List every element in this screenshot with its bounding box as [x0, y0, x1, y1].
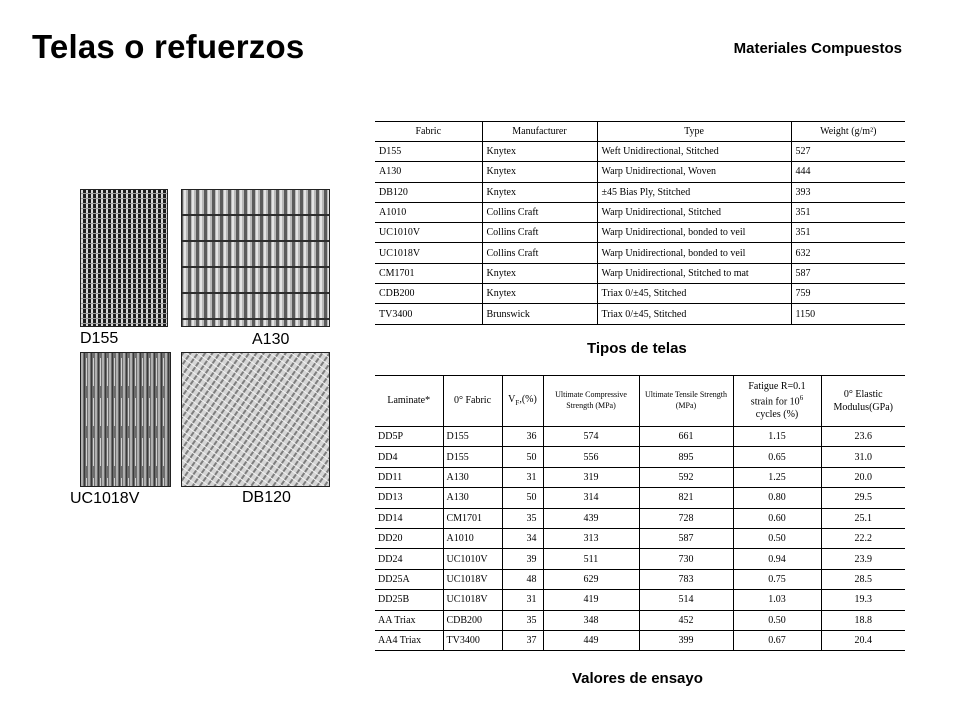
table-row: [375, 447, 905, 467]
table-cell: TV3400: [375, 304, 482, 324]
table-cell: Knytex: [482, 142, 597, 162]
table-cell: 351: [791, 223, 905, 243]
table-cell: 31: [502, 590, 543, 610]
table-cell: Collins Craft: [482, 223, 597, 243]
table-cell: 444: [791, 162, 905, 182]
laminate-table-caption: Valores de ensayo: [572, 670, 703, 687]
table-row: [375, 162, 905, 182]
table-cell: 39: [502, 549, 543, 569]
table-row: [375, 508, 905, 528]
col-fabric: 0° Fabric: [443, 376, 502, 427]
table-cell: 439: [543, 508, 639, 528]
course-subject: Materiales Compuestos: [733, 40, 902, 57]
table-cell: 1.15: [733, 427, 821, 447]
table-cell: 50: [502, 488, 543, 508]
table-cell: 449: [543, 630, 639, 650]
table-cell: Triax 0/±45, Stitched: [597, 284, 791, 304]
table-cell: CDB200: [375, 284, 482, 304]
table-cell: 574: [543, 427, 639, 447]
table-cell: 37: [502, 630, 543, 650]
table-cell: DD25B: [375, 590, 443, 610]
table-cell: DD11: [375, 467, 443, 487]
swatch-label-a130: A130: [252, 331, 290, 348]
table-cell: Warp Unidirectional, Stitched: [597, 202, 791, 222]
table-cell: 20.4: [821, 630, 905, 650]
swatch-label-db120: DB120: [242, 489, 291, 506]
fabric-photo-db120: [181, 352, 330, 487]
table-cell: Warp Unidirectional, Woven: [597, 162, 791, 182]
col-tensile: Ultimate Tensile Strength (MPa): [639, 376, 733, 427]
table-cell: 313: [543, 528, 639, 548]
swatch-label-d155: D155: [80, 330, 119, 347]
table-cell: 419: [543, 590, 639, 610]
table-row: [375, 630, 905, 650]
table-row: [375, 142, 905, 162]
table-cell: Collins Craft: [482, 243, 597, 263]
table-row: [375, 304, 905, 324]
table-cell: 35: [502, 610, 543, 630]
table-cell: DD4: [375, 447, 443, 467]
swatch-label-uc1018v: UC1018V: [70, 490, 140, 507]
table-cell: 0.65: [733, 447, 821, 467]
table-cell: 50: [502, 447, 543, 467]
table-cell: UC1018V: [443, 590, 502, 610]
col-weight: Weight (g/m²): [791, 122, 905, 142]
table-cell: CDB200: [443, 610, 502, 630]
table-cell: 399: [639, 630, 733, 650]
table-cell: 31.0: [821, 447, 905, 467]
table-cell: 587: [791, 263, 905, 283]
table-cell: DD25A: [375, 569, 443, 589]
table-row: [375, 610, 905, 630]
table-cell: 0.50: [733, 528, 821, 548]
table-cell: 34: [502, 528, 543, 548]
table-row: [375, 467, 905, 487]
table-cell: CM1701: [443, 508, 502, 528]
table-cell: Warp Unidirectional, bonded to veil: [597, 223, 791, 243]
table-cell: Warp Unidirectional, bonded to veil: [597, 243, 791, 263]
table-cell: 36: [502, 427, 543, 447]
table-cell: 319: [543, 467, 639, 487]
table-cell: CM1701: [375, 263, 482, 283]
table-cell: 661: [639, 427, 733, 447]
table-cell: Knytex: [482, 182, 597, 202]
table-cell: 629: [543, 569, 639, 589]
table-row: [375, 243, 905, 263]
table-row: [375, 182, 905, 202]
table-cell: D155: [443, 447, 502, 467]
fabric-table-caption: Tipos de telas: [587, 340, 687, 357]
table-cell: 511: [543, 549, 639, 569]
table-cell: AA Triax: [375, 610, 443, 630]
table-cell: 0.60: [733, 508, 821, 528]
table-cell: Weft Unidirectional, Stitched: [597, 142, 791, 162]
table-cell: 23.6: [821, 427, 905, 447]
table-cell: 527: [791, 142, 905, 162]
table-row: [375, 488, 905, 508]
table-cell: 632: [791, 243, 905, 263]
table-cell: 728: [639, 508, 733, 528]
col-fabric: Fabric: [375, 122, 482, 142]
table-header-row: [375, 376, 905, 427]
table-cell: Triax 0/±45, Stitched: [597, 304, 791, 324]
table-cell: 821: [639, 488, 733, 508]
table-cell: A1010: [375, 202, 482, 222]
col-modulus: 0° Elastic Modulus(GPa): [821, 376, 905, 427]
table-cell: D155: [443, 427, 502, 447]
table-row: [375, 223, 905, 243]
table-row: [375, 427, 905, 447]
table-cell: 18.8: [821, 610, 905, 630]
fabric-photo-d155: [80, 189, 168, 327]
table-cell: DD13: [375, 488, 443, 508]
table-cell: 29.5: [821, 488, 905, 508]
table-cell: 759: [791, 284, 905, 304]
table-cell: DD24: [375, 549, 443, 569]
col-fatigue: Fatigue R=0.1 strain for $10^6$ cycles (%): [733, 376, 821, 427]
table-cell: Collins Craft: [482, 202, 597, 222]
table-cell: A130: [443, 488, 502, 508]
col-laminate: Laminate*: [375, 376, 443, 427]
table-cell: 0.80: [733, 488, 821, 508]
table-cell: 1.03: [733, 590, 821, 610]
table-cell: DB120: [375, 182, 482, 202]
table-row: [375, 263, 905, 283]
table-cell: A130: [375, 162, 482, 182]
table-cell: 351: [791, 202, 905, 222]
fabric-texture-uc1018v: [81, 353, 171, 487]
table-cell: TV3400: [443, 630, 502, 650]
table-cell: 1150: [791, 304, 905, 324]
table-cell: 0.50: [733, 610, 821, 630]
table-cell: 348: [543, 610, 639, 630]
fabric-texture-d155: [81, 190, 168, 327]
table-cell: 48: [502, 569, 543, 589]
col-compressive: Ultimate Compressive Strength (MPa): [543, 376, 639, 427]
table-cell: UC1010V: [443, 549, 502, 569]
table-cell: 393: [791, 182, 905, 202]
table-cell: 452: [639, 610, 733, 630]
table-cell: 22.2: [821, 528, 905, 548]
table-cell: D155: [375, 142, 482, 162]
table-cell: 730: [639, 549, 733, 569]
col-manufacturer: Manufacturer: [482, 122, 597, 142]
table-cell: 556: [543, 447, 639, 467]
table-cell: 592: [639, 467, 733, 487]
col-type: Type: [597, 122, 791, 142]
table-cell: A130: [443, 467, 502, 487]
fabric-photo-uc1018v: [80, 352, 171, 487]
page-title: Telas o refuerzos: [32, 28, 305, 65]
fabric-texture-db120: [182, 353, 330, 487]
table-cell: 20.0: [821, 467, 905, 487]
table-cell: 514: [639, 590, 733, 610]
table-cell: DD5P: [375, 427, 443, 447]
table-cell: 35: [502, 508, 543, 528]
table-cell: 895: [639, 447, 733, 467]
table-cell: 314: [543, 488, 639, 508]
col-vf: $V_F,(\%)$: [502, 376, 543, 427]
table-cell: 0.75: [733, 569, 821, 589]
table-row: [375, 569, 905, 589]
fabric-texture-a130: [182, 190, 330, 327]
table-cell: DD14: [375, 508, 443, 528]
table-cell: 25.1: [821, 508, 905, 528]
table-cell: UC1018V: [375, 243, 482, 263]
table-cell: 0.94: [733, 549, 821, 569]
table-cell: Warp Unidirectional, Stitched to mat: [597, 263, 791, 283]
table-cell: 783: [639, 569, 733, 589]
table-cell: AA4 Triax: [375, 630, 443, 650]
table-cell: 19.3: [821, 590, 905, 610]
table-row: [375, 284, 905, 304]
fabric-photo-a130: [181, 189, 330, 327]
table-cell: UC1018V: [443, 569, 502, 589]
table-row: [375, 549, 905, 569]
table-cell: DD20: [375, 528, 443, 548]
table-cell: Brunswick: [482, 304, 597, 324]
table-cell: UC1010V: [375, 223, 482, 243]
fabric-types-table: [375, 121, 905, 325]
table-row: [375, 590, 905, 610]
table-cell: Knytex: [482, 263, 597, 283]
laminate-tests-table: [375, 375, 905, 651]
table-cell: ±45 Bias Ply, Stitched: [597, 182, 791, 202]
table-cell: Knytex: [482, 284, 597, 304]
table-row: [375, 202, 905, 222]
table-cell: A1010: [443, 528, 502, 548]
table-row: [375, 528, 905, 548]
table-cell: 587: [639, 528, 733, 548]
table-cell: Knytex: [482, 162, 597, 182]
table-header-row: [375, 122, 905, 142]
table-cell: 0.67: [733, 630, 821, 650]
table-cell: 28.5: [821, 569, 905, 589]
table-cell: 23.9: [821, 549, 905, 569]
table-cell: 31: [502, 467, 543, 487]
table-cell: 1.25: [733, 467, 821, 487]
